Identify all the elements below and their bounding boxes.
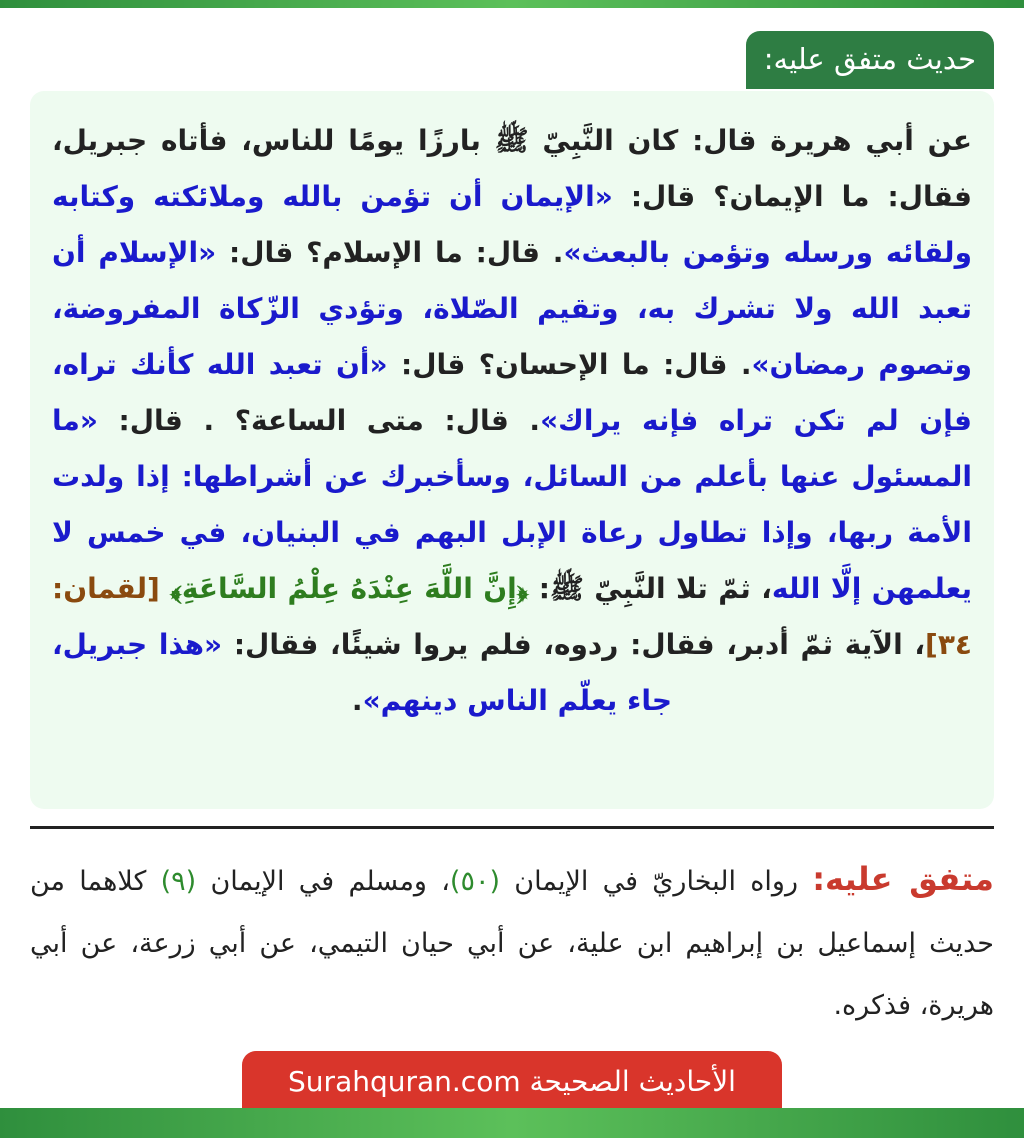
hadith-narration: . قال: ما الإسلام؟ قال: bbox=[216, 236, 564, 269]
source-narration: رواه البخاريّ في الإيمان bbox=[500, 866, 813, 897]
source-narration: كلاهما من حديث إسماعيل بن إبراهيم ابن علية، عن أبي حيان التيمي، عن أبي زرعة، عن أبي هريرة، فذكره. bbox=[30, 866, 994, 1021]
source-narration: ، ومسلم في الإيمان bbox=[196, 866, 450, 897]
source-label: متفق عليه: bbox=[812, 860, 994, 898]
quote-iman: «الإيمان أن تؤمن بالله وملائكته وكتابه ولقائه ورسله وتؤمن بالبعث» bbox=[52, 180, 972, 269]
quote-islam: «الإسلام أن تعبد الله ولا تشرك به، وتقيم الصّلاة، وتؤدي الزّكاة المفروضة، وتصوم رمضان» bbox=[52, 236, 972, 381]
hadith-narration: . bbox=[351, 684, 363, 717]
verse-reference-bracket: ] bbox=[925, 628, 938, 661]
quote-jibril: «هذا جبريل، جاء يعلّم الناس دينهم» bbox=[52, 628, 673, 717]
quote-ihsan: «أن تعبد الله كأنك تراه، فإن لم تكن تراه فإنه يراك» bbox=[52, 348, 972, 437]
verse-reference: لقمان: ٣٤ bbox=[52, 572, 972, 661]
top-decorative-bar bbox=[0, 0, 1024, 8]
section-title: حديث متفق عليه: bbox=[746, 31, 994, 89]
hadith-narration: ، ثمّ تلا النَّبِيّ ﷺ: bbox=[528, 572, 772, 605]
divider bbox=[30, 826, 994, 829]
footer-site-badge: الأحاديث الصحيحة Surahquran.com bbox=[242, 1051, 782, 1111]
hadith-narration: . قال: ما الإحسان؟ قال: bbox=[387, 348, 752, 381]
muslim-number: (٩) bbox=[160, 866, 197, 897]
hadith-box bbox=[30, 91, 994, 809]
hadith-text bbox=[52, 113, 972, 729]
hadith-narration: عن أبي هريرة قال: كان النَّبِيّ ﷺ بارزًا يومًا للناس، فأتاه جبريل، فقال: ما الإيمان؟ قال: bbox=[52, 124, 973, 213]
hadith-narration: ، الآية ثمّ أدبر، فقال: ردوه، فلم يروا شيئًا، فقال: bbox=[222, 628, 926, 661]
bukhari-number: (٥٠) bbox=[449, 866, 501, 897]
source-text bbox=[30, 848, 994, 1037]
bottom-decorative-bar bbox=[0, 1108, 1024, 1138]
verse-reference-bracket: [ bbox=[147, 572, 171, 605]
quote-hour: «ما المسئول عنها بأعلم من السائل، وسأخبرك عن أشراطها: إذا ولدت الأمة ربها، وإذا تطاول رعاة الإبل البهم في البنيان، في خمس لا يعلمهن إلَّا الله bbox=[52, 404, 972, 605]
hadith-narration: . قال: متى الساعة؟ . قال: bbox=[97, 404, 541, 437]
quran-verse: ﴿إِنَّ اللَّهَ عِنْدَهُ عِلْمُ السَّاعَةِ﴾ bbox=[170, 572, 529, 605]
